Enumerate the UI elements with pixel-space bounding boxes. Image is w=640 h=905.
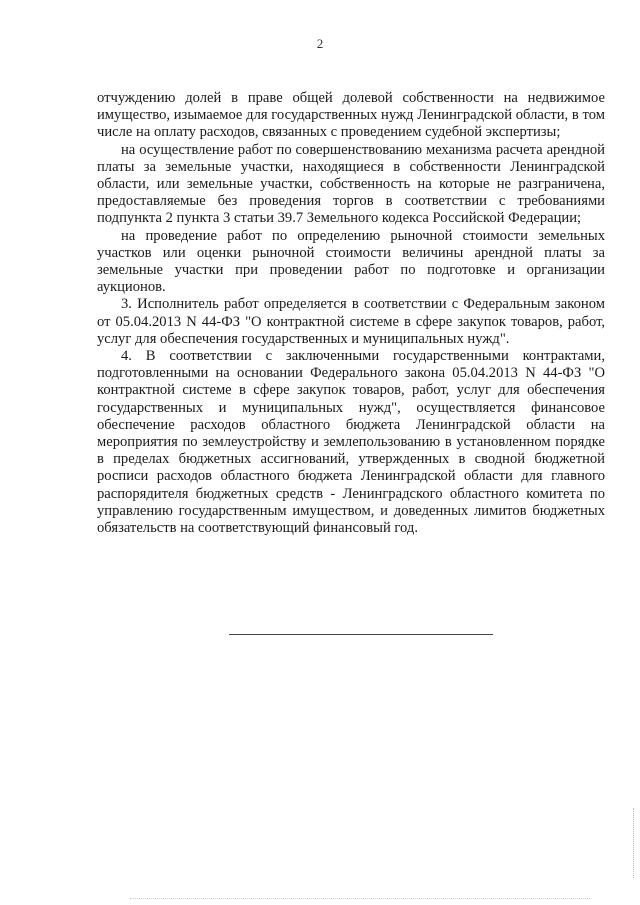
scan-artifact-bottom	[130, 898, 590, 899]
end-of-document-rule	[229, 634, 493, 635]
scan-artifact-right	[633, 808, 636, 878]
paragraph-item-4: 4. В соответствии с заключенными государственными контрактами, подготовленными на основании Федерального закона 05.04.2013 N 44-ФЗ "О контрактной системе в сфере закупок товаров, работ, услуг для обеспечения государственных и муниципальных нужд", осуществляется финансовое обеспечение расходов областного бюджета Ленинградской области на мероприятия по землеустройству и землепользованию в установленном порядке в пределах бюджетных ассигнований, утвержденных в сводной бюджетной росписи расходов областного бюджета Ленинградской области для главного распорядителя бюджетных средств - Ленинградского областного комитета по управлению государственным имуществом, и доведенных лимитов бюджетных обязательств на соответствующий финансовый год.	[97, 348, 605, 537]
paragraph-rent-mechanism: на осуществление работ по совершенствованию механизма расчета арендной платы за земельные участки, находящиеся в собственности Ленинградской области, или земельные участки, собственность на которые не разграничена, предоставляемые без проведения торгов в соответствии с требованиями подпункта 2 пункта 3 статьи 39.7 Земельного кодекса Российской Федерации;	[97, 141, 605, 227]
document-body	[97, 90, 605, 537]
paragraph-market-value: на проведение работ по определению рыночной стоимости земельных участков или оценки рыночной стоимости величины арендной платы за земельные участки при проведении работ по подготовке и организации аукционов.	[97, 227, 605, 296]
paragraph-item-3: 3. Исполнитель работ определяется в соответствии с Федеральным законом от 05.04.2013 N 44-ФЗ "О контрактной системе в сфере закупок товаров, работ, услуг для обеспечения государственных и муниципальных нужд".	[97, 296, 605, 347]
page-number: 2	[316, 36, 324, 51]
paragraph-continuation: отчуждению долей в праве общей долевой собственности на недвижимое имущество, изымаемое для государственных нужд Ленинградской области, в том числе на оплату расходов, связанных с проведением судебной экспертизы;	[97, 90, 605, 141]
